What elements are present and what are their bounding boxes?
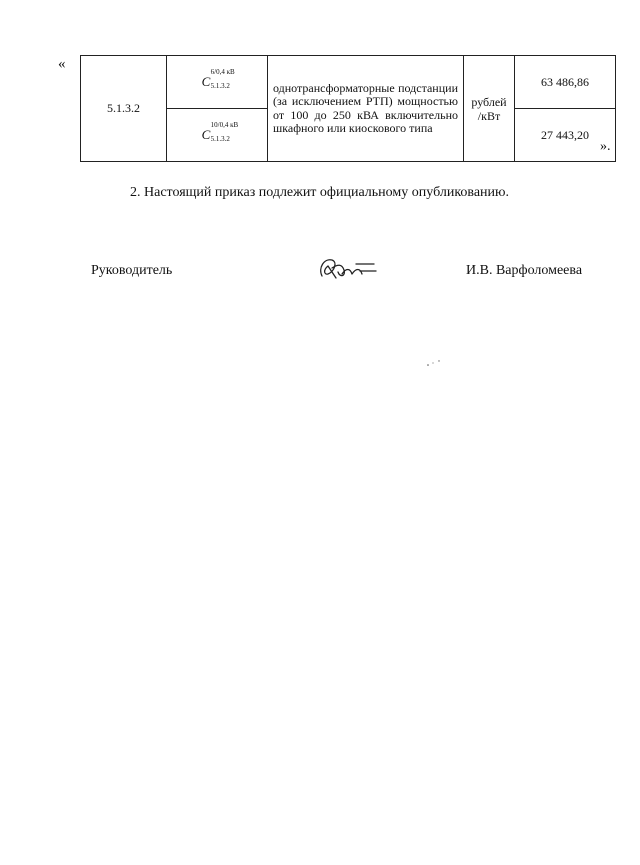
description-cell: однотрансформаторные подстанции (за исключением РТП) мощностью от 100 до 250 кВА включительно шкафного или киоскового типа bbox=[268, 56, 464, 162]
signatory-role: Руководитель bbox=[91, 263, 173, 278]
rate-symbol-cell bbox=[167, 109, 268, 162]
tariff-table bbox=[80, 55, 616, 162]
symbol-subscript: 5.1.3.2 bbox=[210, 82, 230, 90]
rate-symbol-cell bbox=[167, 56, 268, 109]
rate-symbol bbox=[201, 68, 235, 90]
rate-value-cell: 27 443,20 bbox=[515, 109, 616, 162]
symbol-superscript: 6/0,4 кВ bbox=[210, 68, 235, 76]
unit-line: /кВт bbox=[477, 108, 501, 123]
symbol-superscript: 10/0,4 кВ bbox=[210, 121, 239, 129]
opening-quote: « bbox=[58, 56, 66, 72]
rate-value-cell: 63 486,86 bbox=[515, 56, 616, 109]
item-code-cell: 5.1.3.2 bbox=[81, 56, 167, 162]
symbol-base: C bbox=[201, 127, 211, 142]
unit-cell bbox=[464, 56, 515, 162]
symbol-subscript: 5.1.3.2 bbox=[210, 135, 230, 143]
unit-line: рублей bbox=[471, 94, 507, 109]
handwritten-signature bbox=[316, 254, 378, 284]
rate-symbol bbox=[201, 121, 239, 143]
paragraph-2: 2. Настоящий приказ подлежит официальному опубликованию. bbox=[130, 185, 509, 200]
symbol-base: C bbox=[201, 74, 211, 89]
closing-quote: ». bbox=[600, 139, 611, 154]
table-row bbox=[81, 56, 616, 109]
signatory-name: И.В. Варфоломеева bbox=[466, 263, 583, 278]
scan-specks bbox=[426, 358, 442, 368]
